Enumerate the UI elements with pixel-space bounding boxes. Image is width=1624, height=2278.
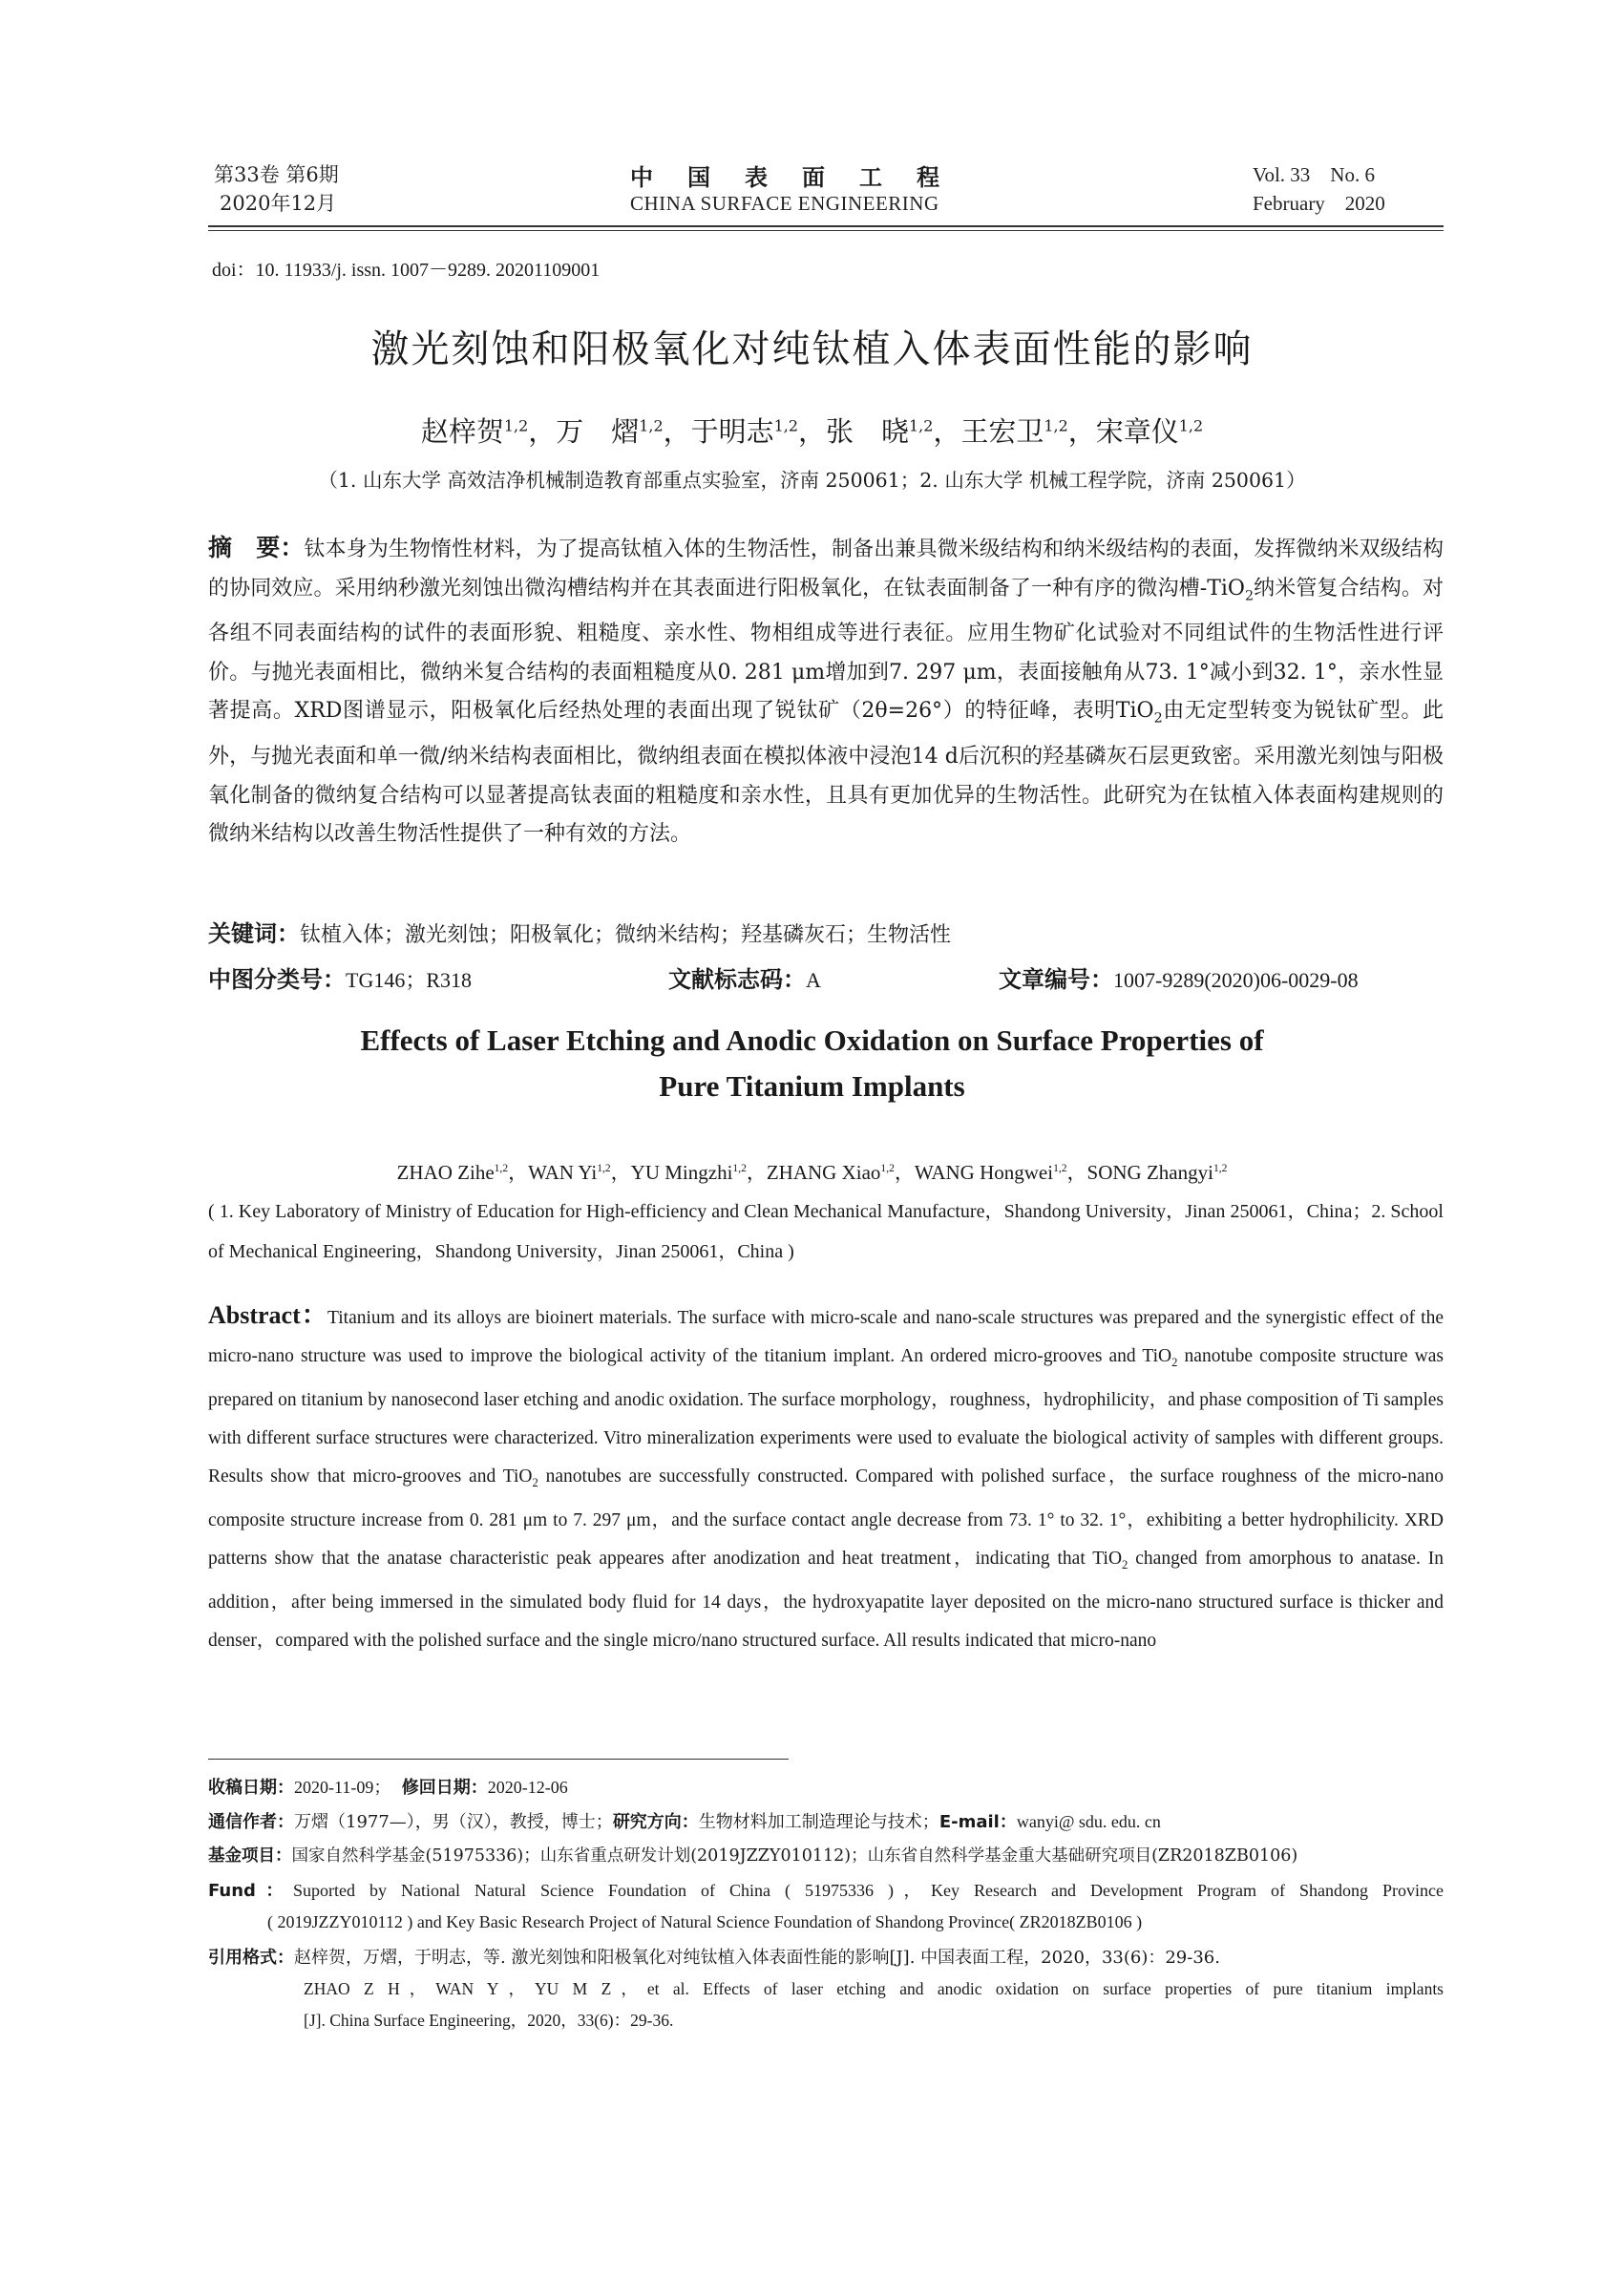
- paper-title-en: [0, 1018, 1624, 1109]
- clc-value: TG146；R318: [346, 968, 473, 992]
- email-label: E-mail：: [939, 1812, 1017, 1832]
- fund-en-line1: Suported by National Natural Science Foundation of China ( 51975336 )，Key Research and Development Program of Shandong Province: [292, 1881, 1444, 1900]
- fund-en-label: Fund：: [208, 1881, 293, 1901]
- keywords-cn-text: 钛植入体；激光刻蚀；阳极氧化；微纳米结构；羟基磷灰石；生物活性: [300, 923, 952, 947]
- journal-name-en: CHINA SURFACE ENGINEERING: [630, 192, 939, 215]
- received-dates: [208, 1772, 568, 1803]
- paper-title-cn: 激光刻蚀和阳极氧化对纯钛植入体表面性能的影响: [370, 327, 1254, 371]
- authors-cn: [0, 411, 1624, 450]
- received-date: 2020-11-09；: [294, 1778, 391, 1797]
- author-info: 万熠（1977—），男（汉），教授，博士；: [294, 1812, 613, 1832]
- fund-cn-text: 国家自然科学基金(51975336)；山东省重点研发计划(2019JZZY010112)；山东省自然科学基金重大基础研究项目(ZR2018ZB0106): [291, 1846, 1298, 1866]
- header-rule-top: [208, 225, 1444, 227]
- paper-title-en-line2: Pure Titanium Implants: [659, 1069, 965, 1103]
- cite-en-line2: [J]. China Surface Engineering，2020，33(6)：29-36.: [304, 2011, 674, 2030]
- authors-en-text: ZHAO Zihe$^{1,2}$，WAN Yi$^{1,2}$，YU Mingzhi$^{1,2}$，ZHANG Xiao$^{1,2}$，WANG Hongwei$^{1,2}$，SONG Zhangyi$^{1,2}$: [396, 1161, 1228, 1184]
- revised-date: 2020-12-06: [487, 1778, 568, 1797]
- footnote-rule: [208, 1759, 789, 1760]
- research-label: 研究方向：: [612, 1812, 699, 1832]
- article-number-label: 文章编号：: [999, 966, 1113, 993]
- abstract-en-text: Titanium and its alloys are bioinert materials. The surface with micro-scale and nano-scale structures was prepared and the synergistic effect of the micro-nano structure was used to improve the biological activity of the titanium implant. An ordered micro-grooves and TiO$_2$ nanotube composite structure was prepared on titanium by nanosecond laser etching and anodic oxidation. The surface morphology，roughness，hydrophilicity，and phase composition of Ti samples with different surface structures were characterized. Vitro mineralization experiments were used to evaluate the biological activity of samples with different groups. Results show that micro-grooves and TiO$_2$ nanotubes are successfully constructed. Compared with polished surface，the surface roughness of the micro-nano composite structure increase from 0. 281 μm to 7. 297 μm，and the surface contact angle decrease from 73. 1° to 32. 1°，exhibiting a better hydrophilicity. XRD patterns show that the anatase characteristic peak appeares after anodization and heat treatment，indicating that TiO$_2$ changed from amorphous to anatase. In addition，after being immersed in the simulated body fluid for 14 days，the hydroxyapatite layer deposited on the micro-nano structured surface is thicker and denser，compared with the polished surface and the single micro/nano structured surface. All results indicated that micro-nano: [208, 1308, 1444, 1651]
- corresponding-author: [208, 1806, 1161, 1838]
- received-label: 收稿日期：: [208, 1778, 294, 1798]
- doc-code-label: 文献标志码：: [668, 966, 806, 993]
- abstract-cn-label: 摘 要：: [208, 534, 305, 561]
- doi: doi：10. 11933/j. issn. 1007－9289. 20201109001: [212, 260, 601, 281]
- abstract-en: [208, 1297, 1444, 1660]
- abstract-cn: [208, 529, 1444, 854]
- citation: [208, 1942, 1444, 2036]
- fund-cn-label: 基金项目：: [208, 1846, 292, 1866]
- article-number: [999, 960, 1359, 994]
- document-code: [668, 960, 821, 994]
- publication-date: 2020年12月: [220, 192, 337, 215]
- cite-label: 引用格式：: [208, 1948, 294, 1968]
- keywords-cn: [208, 915, 951, 948]
- cite-en-line1: ZHAO Z H，WAN Y，YU M Z，et al. Effects of laser etching and anodic oxidation on surface properties of pure titanium implants: [304, 1979, 1444, 1998]
- article-number-value: 1007-9289(2020)06-0029-08: [1113, 968, 1359, 992]
- clc-label: 中图分类号：: [208, 966, 346, 993]
- volume-number-en: Vol. 33 No. 6: [1253, 163, 1375, 186]
- author-label: 通信作者：: [208, 1812, 294, 1832]
- email-address[interactable]: wanyi@ sdu. edu. cn: [1016, 1812, 1161, 1831]
- fund-en: [208, 1875, 1444, 1938]
- cite-cn: 赵梓贺，万熠，于明志，等. 激光刻蚀和阳极氧化对纯钛植入体表面性能的影响[J]. 中国表面工程，2020，33(6)：29-36.: [294, 1948, 1220, 1968]
- fund-en-line2: ( 2019JZZY010112 ) and Key Basic Research Project of Natural Science Foundation of Shandong Province( ZR2018ZB0106 ): [267, 1912, 1143, 1931]
- authors-en: [0, 1157, 1624, 1186]
- keywords-cn-label: 关键词：: [208, 920, 300, 947]
- affiliation-cn: （1. 山东大学 高效洁净机械制造教育部重点实验室，济南 250061；2. 山东大学 机械工程学院，济南 250061）: [318, 469, 1306, 492]
- journal-name-cn: 中国表面工程: [630, 163, 974, 191]
- doc-code-value: A: [806, 968, 821, 992]
- revised-label: 修回日期：: [401, 1778, 488, 1798]
- authors-cn-text: 赵梓贺$^{1,2}$，万 熠$^{1,2}$，于明志$^{1,2}$，张 晓$^{1,2}$，王宏卫$^{1,2}$，宋章仪$^{1,2}$: [420, 415, 1204, 448]
- clc-number: [208, 960, 472, 994]
- paper-title-en-line1: Effects of Laser Etching and Anodic Oxidation on Surface Properties of: [360, 1023, 1264, 1057]
- fund-cn: [208, 1841, 1297, 1872]
- header-rule-bottom: [208, 230, 1444, 231]
- research-area: 生物材料加工制造理论与技术；: [698, 1812, 939, 1832]
- month-year-en: February 2020: [1253, 192, 1385, 215]
- affiliation-en: ( 1. Key Laboratory of Ministry of Education for High-efficiency and Clean Mechanical Manufacture，Shandong University，Jinan 250061，China；2. School of Mechanical Engineering，Shandong University，Jinan 250061，China ): [208, 1201, 1444, 1262]
- abstract-en-label: Abstract：: [208, 1301, 328, 1329]
- volume-issue: 第33卷 第6期: [214, 163, 339, 186]
- abstract-cn-text: 钛本身为生物惰性材料，为了提高钛植入体的生物活性，制备出兼具微米级结构和纳米级结构的表面，发挥微纳米双级结构的协同效应。采用纳秒激光刻蚀出微沟槽结构并在其表面进行阳极氧化，在钛表面制备了一种有序的微沟槽-TiO$_2$纳米管复合结构。对各组不同表面结构的试件的表面形貌、粗糙度、亲水性、物相组成等进行表征。应用生物矿化试验对不同组试件的生物活性进行评价。与抛光表面相比，微纳米复合结构的表面粗糙度从0. 281 μm增加到7. 297 μm，表面接触角从73. 1°减小到32. 1°，亲水性显著提高。XRD图谱显示，阳极氧化后经热处理的表面出现了锐钛矿（2θ=26°）的特征峰，表明TiO$_2$由无定型转变为锐钛矿型。此外，与抛光表面和单一微/纳米结构表面相比，微纳组表面在模拟体液中浸泡14 d后沉积的羟基磷灰石层更致密。采用激光刻蚀与阳极氧化制备的微纳复合结构可以显著提高钛表面的粗糙度和亲水性，且具有更加优异的生物活性。此研究为在钛植入体表面构建规则的微纳米结构以改善生物活性提供了一种有效的方法。: [208, 538, 1444, 847]
